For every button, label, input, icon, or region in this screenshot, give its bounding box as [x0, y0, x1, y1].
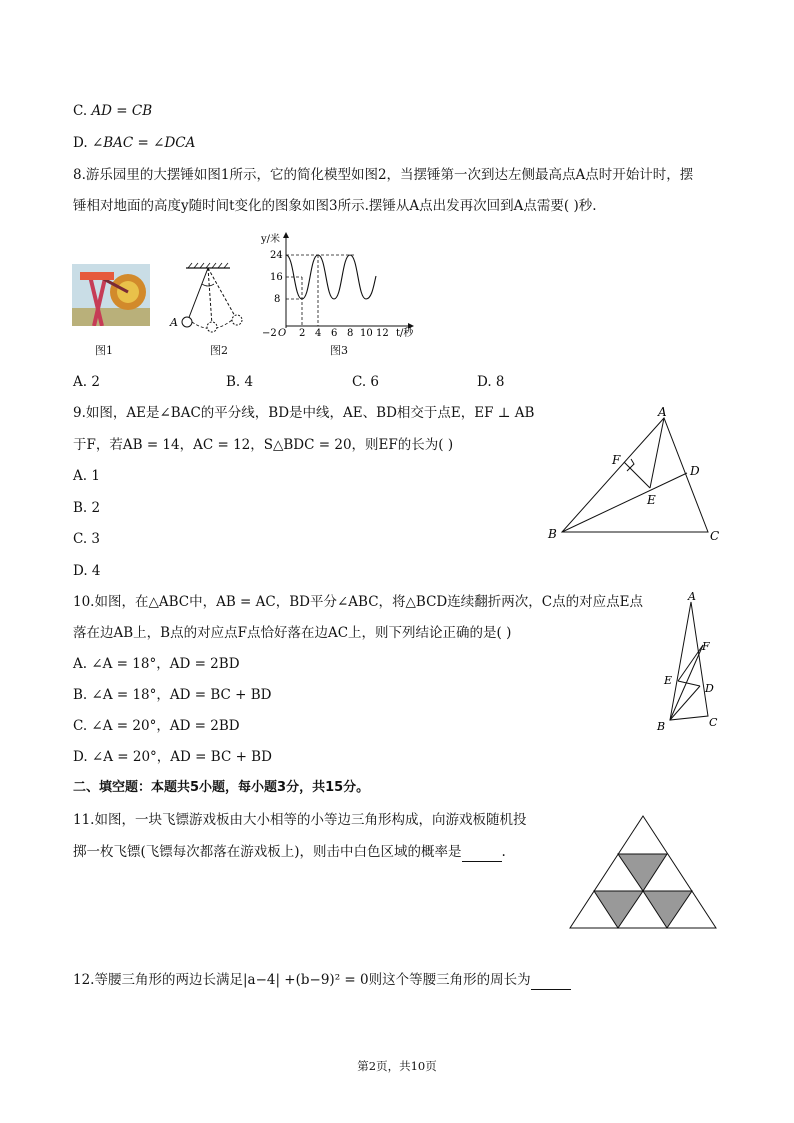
- q10-line1: 10.如图，在△ABC中，AB = AC，BD平分∠ABC，将△BCD连续翻折两次，C点的对应点E点: [73, 594, 643, 610]
- q10-label-b: B: [657, 720, 666, 733]
- option-d-prev: D. ∠BAC = ∠DCA: [73, 135, 196, 151]
- q9-label-d: D: [690, 464, 700, 478]
- q9-triangle-figure: [540, 400, 725, 548]
- q8-line2: 锤相对地面的高度y随时间t变化的图象如图3所示.摆锤从A点出发再次回到A点需要( )秒.: [73, 198, 597, 214]
- q10-label-d: D: [705, 682, 714, 695]
- q8-option-d: D. 8: [477, 374, 505, 390]
- q10-line2: 落在边AB上，B点的对应点F点恰好落在边AC上，则下列结论正确的是( ): [73, 625, 512, 641]
- graph-y-tick-24: 24: [270, 250, 283, 261]
- graph-origin: O: [278, 328, 287, 339]
- graph-x-tick-neg2: −2: [262, 328, 277, 339]
- q9-line2: 于F，若AB = 14，AC = 12，S△BDC = 20，则EF的长为( ): [73, 437, 454, 453]
- q10-option-a: A. ∠A = 18°，AD = 2BD: [73, 656, 240, 672]
- q10-triangle-figure: [652, 590, 732, 735]
- q8-figure1-photo: [72, 264, 150, 326]
- graph-y-tick-8: 8: [274, 294, 281, 305]
- q10-label-a: A: [688, 590, 696, 603]
- q12-line: 12.等腰三角形的两边长满足|a−4| +(b−9)² = 0则这个等腰三角形的周长为: [73, 970, 571, 990]
- q11-dart-board: [566, 812, 720, 932]
- q12-answer-blank[interactable]: [531, 975, 571, 990]
- q8-fig2-label-a: A: [170, 316, 178, 329]
- graph-y-tick-16: 16: [270, 272, 283, 283]
- graph-y-label: y/米: [261, 234, 281, 245]
- q10-option-b: B. ∠A = 18°，AD = BC + BD: [73, 687, 272, 703]
- graph-x-tick-4: 4: [315, 328, 322, 339]
- graph-curve: [286, 255, 376, 299]
- q9-label-e: E: [647, 493, 656, 507]
- graph-x-tick-10: 10: [360, 328, 373, 339]
- q8-caption-fig1: 图1: [95, 344, 113, 357]
- graph-x-tick-8: 8: [347, 328, 354, 339]
- page-footer: 第2页，共10页: [357, 1059, 437, 1073]
- q8-figure3-graph: [258, 228, 424, 342]
- q10-label-f: F: [702, 640, 710, 653]
- q8-line1: 8.游乐园里的大摆锤如图1所示，它的简化模型如图2，当摆锤第一次到达左侧最高点A点时开始计时，摆: [73, 167, 694, 183]
- q8-option-a: A. 2: [73, 374, 100, 390]
- q8-figure2-pendulum: [168, 262, 248, 334]
- q10-label-c: C: [709, 716, 718, 729]
- section-2-heading: 二、填空题：本题共5小题，每小题3分，共15分。: [73, 780, 370, 795]
- q8-caption-fig2: 图2: [210, 344, 228, 357]
- q9-line1: 9.如图，AE是∠BAC的平分线，BD是中线，AE、BD相交于点E，EF ⊥ AB: [73, 405, 535, 421]
- q11-line1: 11.如图，一块飞镖游戏板由大小相等的小等边三角形构成，向游戏板随机投: [73, 812, 527, 828]
- graph-x-tick-2: 2: [299, 328, 306, 339]
- q9-label-c: C: [710, 529, 720, 543]
- q10-label-e: E: [664, 674, 673, 687]
- q9-label-a: A: [658, 405, 667, 419]
- q10-option-d: D. ∠A = 20°，AD = BC + BD: [73, 749, 272, 765]
- q8-option-c: C. 6: [352, 374, 380, 390]
- q9-label-b: B: [548, 527, 557, 541]
- graph-x-tick-6: 6: [331, 328, 338, 339]
- q9-option-a: A. 1: [73, 468, 100, 484]
- graph-x-tick-12: 12: [376, 328, 389, 339]
- q9-option-d: D. 4: [73, 563, 101, 579]
- q10-option-c: C. ∠A = 20°，AD = 2BD: [73, 718, 240, 734]
- q9-label-f: F: [612, 453, 621, 467]
- option-c-prev: C. AD = CB: [73, 103, 153, 119]
- q8-option-b: B. 4: [226, 374, 254, 390]
- q11-answer-blank[interactable]: [462, 847, 502, 862]
- q9-option-b: B. 2: [73, 500, 101, 516]
- q11-line2: 掷一枚飞镖(飞镖每次都落在游戏板上)，则击中白色区域的概率是 .: [73, 844, 506, 860]
- q8-caption-fig3: 图3: [330, 344, 348, 357]
- q9-option-c: C. 3: [73, 531, 101, 547]
- graph-x-label: t/秒: [396, 328, 414, 339]
